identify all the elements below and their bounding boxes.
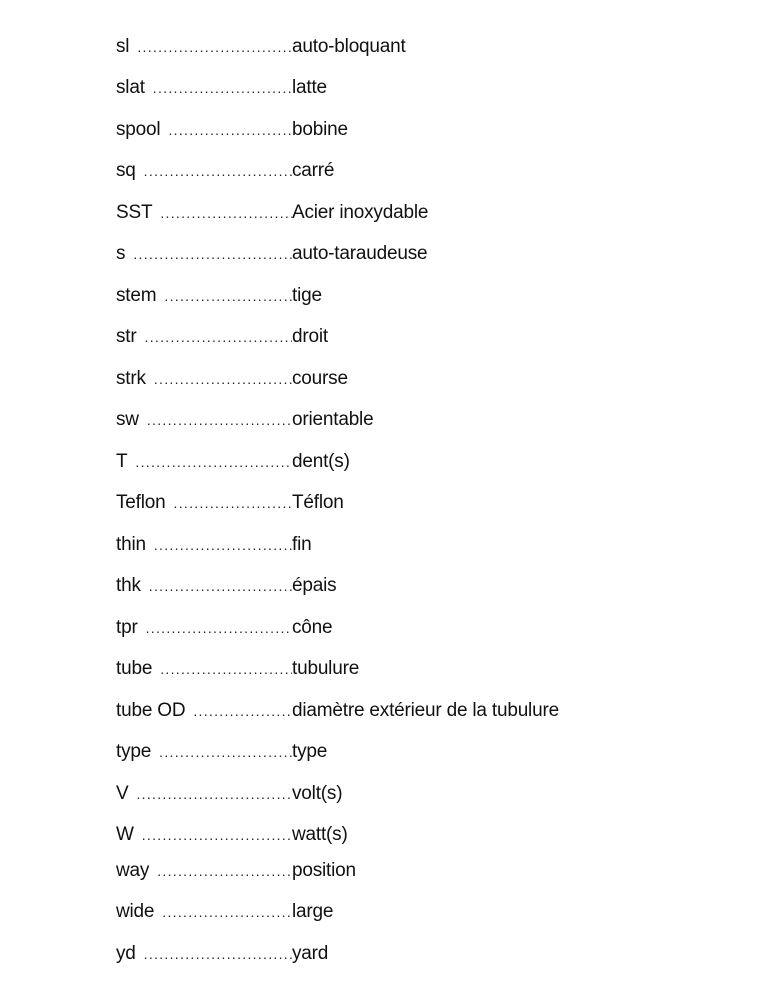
- glossary-entry: [116, 358, 559, 400]
- meaning: course: [292, 367, 348, 389]
- abbreviation: type: [116, 741, 152, 763]
- abbreviation: spool: [116, 118, 161, 140]
- meaning: bobine: [292, 118, 348, 140]
- abbreviation: V: [116, 782, 129, 804]
- dot-leader: [136, 786, 292, 802]
- dot-leader: [162, 904, 292, 920]
- abbreviation: sq: [116, 160, 136, 182]
- glossary-entry: [116, 26, 559, 68]
- abbreviation: sw: [116, 409, 139, 431]
- dot-leader: [135, 454, 292, 470]
- dot-leader: [160, 661, 292, 677]
- dot-leader: [144, 946, 292, 962]
- meaning: droit: [292, 326, 328, 348]
- abbreviation: yd: [116, 942, 136, 964]
- meaning: watt(s): [292, 824, 348, 846]
- dot-leader: [154, 537, 292, 553]
- glossary-entry: [116, 441, 559, 483]
- abbreviation: str: [116, 326, 137, 348]
- glossary-entry: [116, 68, 559, 110]
- meaning: Acier inoxydable: [292, 201, 429, 223]
- dot-leader: [168, 122, 292, 138]
- abbreviation: tpr: [116, 616, 138, 638]
- meaning: tige: [292, 284, 322, 306]
- glossary-entry: [116, 400, 559, 442]
- abbreviation-glossary: [116, 26, 559, 975]
- dot-leader: [154, 371, 292, 387]
- dot-leader: [193, 703, 292, 719]
- glossary-entry: [116, 933, 559, 975]
- glossary-entry: [116, 773, 559, 815]
- glossary-entry: [116, 892, 559, 934]
- abbreviation: stem: [116, 284, 157, 306]
- meaning: Téflon: [292, 492, 344, 514]
- meaning: position: [292, 859, 356, 881]
- abbreviation: wide: [116, 901, 155, 923]
- glossary-entry: [116, 850, 559, 892]
- dot-leader: [142, 827, 292, 843]
- meaning: tubulure: [292, 658, 360, 680]
- meaning: type: [292, 741, 328, 763]
- meaning: orientable: [292, 409, 374, 431]
- abbreviation: slat: [116, 77, 145, 99]
- dot-leader: [147, 412, 292, 428]
- meaning: auto-taraudeuse: [292, 243, 428, 265]
- dot-leader: [153, 80, 292, 96]
- dot-leader: [137, 39, 292, 55]
- glossary-entry: [116, 566, 559, 608]
- dot-leader: [160, 205, 292, 221]
- dot-leader: [144, 163, 292, 179]
- dot-leader: [174, 495, 292, 511]
- dot-leader: [133, 246, 292, 262]
- glossary-entry: [116, 524, 559, 566]
- dot-leader: [145, 329, 292, 345]
- meaning: latte: [292, 77, 327, 99]
- glossary-entry: [116, 151, 559, 193]
- glossary-entry: [116, 317, 559, 359]
- abbreviation: way: [116, 859, 150, 881]
- abbreviation: SST: [116, 201, 153, 223]
- dot-leader: [164, 288, 292, 304]
- abbreviation: Teflon: [116, 492, 166, 514]
- meaning: auto-bloquant: [292, 35, 406, 57]
- glossary-entry: [116, 275, 559, 317]
- dot-leader: [159, 744, 292, 760]
- abbreviation: tube: [116, 658, 153, 680]
- meaning: épais: [292, 575, 337, 597]
- dot-leader: [146, 620, 292, 636]
- glossary-entry: [116, 483, 559, 525]
- dot-leader: [157, 863, 292, 879]
- abbreviation: thk: [116, 575, 141, 597]
- meaning: diamètre extérieur de la tubulure: [292, 699, 559, 721]
- glossary-entry: [116, 109, 559, 151]
- abbreviation: thin: [116, 533, 146, 555]
- dot-leader: [149, 578, 292, 594]
- meaning: large: [292, 901, 334, 923]
- abbreviation: s: [116, 243, 126, 265]
- meaning: yard: [292, 942, 329, 964]
- glossary-entry: [116, 690, 559, 732]
- meaning: cône: [292, 616, 333, 638]
- glossary-entry: [116, 234, 559, 276]
- meaning: carré: [292, 160, 335, 182]
- abbreviation: sl: [116, 35, 130, 57]
- glossary-entry: [116, 192, 559, 234]
- meaning: volt(s): [292, 782, 343, 804]
- abbreviation: T: [116, 450, 128, 472]
- glossary-entry: [116, 732, 559, 774]
- abbreviation: strk: [116, 367, 146, 389]
- abbreviation: tube OD: [116, 699, 186, 721]
- meaning: fin: [292, 533, 312, 555]
- abbreviation: W: [116, 824, 134, 846]
- glossary-entry: [116, 607, 559, 649]
- glossary-entry: [116, 649, 559, 691]
- meaning: dent(s): [292, 450, 350, 472]
